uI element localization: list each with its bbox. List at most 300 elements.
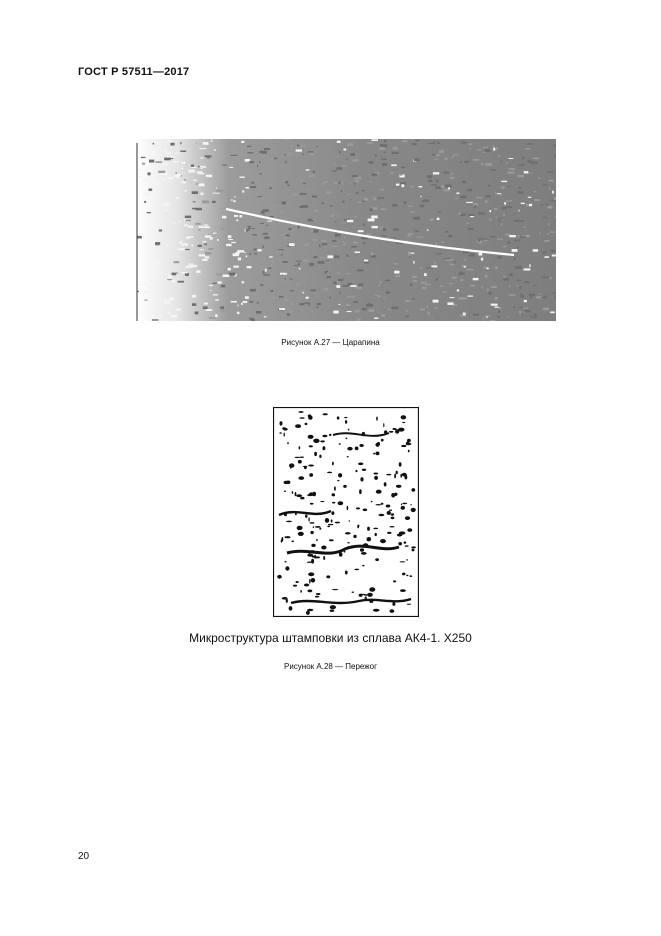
- texture-speck: [249, 318, 253, 320]
- texture-speck: [445, 184, 451, 187]
- texture-speck: [198, 245, 202, 247]
- texture-speck: [379, 147, 385, 150]
- texture-speck: [168, 275, 172, 278]
- texture-speck: [419, 186, 423, 187]
- texture-speck: [354, 182, 355, 185]
- texture-speck: [159, 230, 162, 232]
- texture-speck: [445, 231, 448, 233]
- texture-speck: [458, 213, 461, 215]
- micro-spot: [296, 581, 299, 583]
- texture-speck: [413, 217, 420, 220]
- texture-speck: [290, 290, 294, 291]
- texture-speck: [351, 246, 357, 248]
- texture-speck: [519, 311, 521, 314]
- texture-speck: [295, 320, 300, 321]
- texture-speck: [264, 237, 269, 240]
- micro-spot: [331, 519, 333, 522]
- texture-speck: [205, 155, 212, 157]
- texture-speck: [280, 273, 287, 275]
- texture-speck: [318, 261, 325, 264]
- texture-speck: [546, 204, 548, 206]
- texture-speck: [265, 278, 268, 280]
- texture-speck: [494, 307, 498, 308]
- texture-speck: [292, 193, 299, 195]
- micro-spot: [308, 517, 309, 521]
- texture-speck: [485, 195, 491, 197]
- micro-spot: [308, 435, 314, 439]
- texture-speck: [243, 301, 247, 303]
- texture-speck: [533, 157, 539, 159]
- texture-speck: [486, 268, 489, 270]
- texture-speck: [450, 297, 455, 298]
- texture-speck: [213, 294, 218, 295]
- texture-speck: [383, 297, 385, 298]
- micro-spot: [355, 447, 359, 451]
- texture-speck: [520, 295, 524, 298]
- texture-speck: [527, 143, 534, 144]
- texture-speck: [487, 288, 489, 291]
- texture-speck: [542, 217, 547, 218]
- texture-speck: [328, 255, 334, 258]
- texture-speck: [213, 283, 217, 284]
- micro-spot: [321, 546, 326, 550]
- texture-speck: [352, 159, 359, 161]
- texture-speck: [539, 233, 540, 235]
- texture-speck: [314, 210, 318, 212]
- texture-speck: [452, 277, 457, 279]
- texture-speck: [167, 158, 173, 159]
- texture-speck: [137, 313, 140, 314]
- micro-spot: [402, 422, 405, 423]
- texture-speck: [459, 273, 465, 276]
- texture-speck: [221, 285, 225, 288]
- texture-speck: [282, 275, 283, 276]
- texture-speck: [453, 154, 459, 155]
- texture-speck: [347, 296, 353, 298]
- texture-speck: [547, 171, 553, 173]
- texture-speck: [241, 303, 243, 305]
- texture-speck: [266, 315, 269, 317]
- texture-speck: [199, 226, 204, 228]
- texture-speck: [549, 180, 554, 182]
- texture-speck: [158, 171, 165, 173]
- texture-speck: [332, 240, 336, 242]
- texture-speck: [287, 311, 294, 313]
- texture-speck: [149, 180, 156, 181]
- micro-spot: [391, 513, 394, 516]
- texture-speck: [256, 311, 261, 314]
- texture-speck: [333, 282, 336, 285]
- texture-speck: [250, 301, 254, 303]
- texture-speck: [322, 203, 324, 205]
- texture-speck: [264, 144, 269, 146]
- texture-speck: [259, 173, 262, 174]
- texture-speck: [184, 224, 188, 226]
- micro-spot: [383, 423, 384, 427]
- texture-speck: [554, 197, 556, 200]
- texture-speck: [500, 218, 503, 219]
- texture-speck: [246, 255, 248, 257]
- texture-speck: [238, 258, 241, 261]
- texture-speck: [308, 209, 310, 210]
- texture-speck: [453, 156, 455, 158]
- texture-speck: [185, 216, 191, 218]
- texture-speck: [494, 208, 497, 210]
- micro-spot: [286, 599, 288, 603]
- micro-spot: [369, 587, 375, 592]
- texture-speck: [171, 315, 177, 318]
- texture-speck: [250, 186, 256, 188]
- texture-speck: [198, 166, 199, 168]
- texture-speck: [213, 193, 220, 194]
- texture-speck: [435, 242, 437, 245]
- micro-spot: [392, 602, 395, 606]
- texture-speck: [469, 144, 473, 146]
- texture-speck: [172, 273, 177, 276]
- texture-speck: [460, 214, 466, 216]
- texture-speck: [335, 156, 339, 157]
- texture-speck: [543, 184, 548, 185]
- texture-speck: [300, 193, 307, 195]
- texture-speck: [502, 246, 506, 247]
- micro-spot: [298, 460, 302, 464]
- micro-spot: [281, 539, 283, 542]
- micro-spot: [322, 446, 325, 450]
- texture-speck: [514, 258, 516, 260]
- texture-speck: [362, 190, 365, 192]
- texture-speck: [508, 172, 515, 174]
- texture-speck: [289, 228, 292, 231]
- texture-speck: [350, 285, 356, 287]
- texture-speck: [489, 219, 491, 221]
- texture-speck: [465, 298, 468, 300]
- micro-spot: [352, 592, 355, 593]
- texture-speck: [468, 228, 474, 230]
- micro-spot: [297, 526, 303, 530]
- micro-spot: [360, 548, 364, 552]
- texture-speck: [278, 249, 284, 250]
- micro-spot: [402, 573, 406, 576]
- micro-spot: [394, 493, 397, 496]
- texture-speck: [273, 297, 276, 300]
- texture-speck: [338, 279, 342, 281]
- micro-spot: [308, 590, 313, 593]
- texture-speck: [292, 247, 294, 249]
- texture-speck: [380, 281, 382, 283]
- texture-speck: [469, 254, 475, 257]
- texture-speck: [499, 307, 501, 309]
- texture-speck: [427, 175, 432, 178]
- texture-speck: [354, 216, 356, 217]
- micro-spot: [353, 535, 356, 538]
- texture-speck: [204, 244, 206, 246]
- texture-speck: [284, 263, 286, 266]
- texture-speck: [369, 161, 374, 163]
- texture-speck: [173, 175, 180, 176]
- texture-speck: [261, 256, 266, 258]
- micro-spot: [314, 555, 316, 559]
- texture-speck: [202, 200, 209, 203]
- micro-spot: [339, 443, 341, 444]
- texture-speck: [274, 158, 278, 160]
- texture-speck: [488, 185, 491, 187]
- texture-speck: [382, 314, 386, 317]
- texture-speck: [379, 189, 384, 191]
- texture-speck: [181, 243, 188, 245]
- texture-speck: [481, 163, 484, 165]
- texture-speck: [152, 174, 158, 175]
- texture-speck: [517, 191, 524, 193]
- texture-speck: [232, 215, 234, 218]
- texture-speck: [415, 140, 419, 142]
- texture-speck: [441, 185, 444, 188]
- texture-speck: [257, 165, 258, 167]
- texture-speck: [477, 149, 482, 150]
- micro-spot: [390, 609, 395, 613]
- texture-speck: [179, 241, 182, 243]
- texture-speck: [185, 273, 189, 276]
- texture-speck: [364, 260, 368, 262]
- texture-speck: [442, 241, 445, 242]
- texture-speck: [350, 199, 351, 200]
- texture-speck: [271, 190, 275, 191]
- texture-speck: [548, 223, 549, 226]
- texture-speck: [550, 312, 555, 314]
- texture-speck: [519, 210, 520, 212]
- micro-spot: [300, 497, 304, 500]
- texture-speck: [464, 252, 469, 254]
- micro-spot: [316, 593, 321, 595]
- texture-speck: [179, 221, 180, 223]
- texture-speck: [482, 238, 488, 239]
- texture-speck: [202, 241, 206, 242]
- texture-speck: [488, 292, 492, 295]
- micro-spot: [300, 417, 305, 419]
- texture-speck: [503, 180, 506, 181]
- texture-speck: [383, 228, 386, 231]
- texture-speck: [156, 161, 163, 163]
- texture-speck: [237, 250, 244, 252]
- texture-speck: [323, 183, 326, 184]
- micro-spot: [327, 526, 330, 528]
- texture-speck: [169, 312, 170, 315]
- texture-speck: [336, 285, 340, 288]
- texture-speck: [529, 294, 535, 297]
- texture-speck: [461, 265, 467, 266]
- texture-speck: [300, 145, 305, 146]
- texture-speck: [450, 177, 454, 179]
- texture-speck: [198, 183, 204, 186]
- texture-speck: [435, 186, 441, 189]
- texture-speck: [240, 177, 245, 178]
- texture-speck: [169, 297, 174, 299]
- micro-spot: [379, 514, 385, 517]
- texture-speck: [147, 286, 152, 289]
- micro-spot: [407, 528, 412, 532]
- micro-spot: [308, 572, 314, 576]
- texture-speck: [533, 316, 537, 318]
- micro-spot: [296, 494, 302, 497]
- texture-speck: [303, 282, 306, 283]
- texture-speck: [497, 193, 501, 194]
- micro-spot: [374, 473, 379, 475]
- texture-speck: [178, 281, 185, 283]
- texture-speck: [432, 154, 435, 156]
- texture-speck: [525, 281, 529, 283]
- texture-speck: [316, 307, 318, 308]
- texture-speck: [138, 252, 140, 253]
- texture-speck: [482, 256, 483, 258]
- texture-speck: [185, 190, 187, 191]
- texture-speck: [350, 319, 351, 321]
- texture-speck: [519, 286, 521, 289]
- texture-speck: [172, 280, 176, 282]
- texture-speck: [148, 250, 150, 252]
- texture-speck: [294, 265, 298, 266]
- texture-speck: [369, 309, 374, 312]
- texture-speck: [431, 184, 437, 185]
- texture-speck: [421, 267, 423, 270]
- texture-speck: [195, 312, 199, 315]
- texture-speck: [460, 279, 463, 281]
- texture-speck: [308, 151, 314, 152]
- texture-speck: [260, 176, 261, 178]
- texture-speck: [319, 245, 321, 248]
- figure-scratch-photo: [136, 139, 556, 321]
- texture-speck: [300, 206, 303, 208]
- texture-speck: [504, 202, 506, 204]
- texture-speck: [137, 236, 142, 239]
- texture-speck: [464, 161, 469, 163]
- texture-speck: [155, 262, 161, 265]
- texture-speck: [442, 292, 447, 293]
- texture-speck: [149, 189, 153, 191]
- micro-spot: [298, 411, 303, 413]
- texture-speck: [239, 215, 242, 217]
- texture-speck: [552, 292, 556, 293]
- texture-speck: [205, 252, 211, 255]
- texture-speck: [527, 160, 532, 162]
- micro-spot: [408, 450, 410, 453]
- texture-speck: [285, 278, 286, 280]
- texture-speck: [517, 285, 518, 287]
- texture-speck: [337, 215, 338, 218]
- texture-speck: [533, 249, 538, 252]
- texture-speck: [203, 307, 208, 310]
- micro-spot: [349, 447, 351, 449]
- texture-speck: [303, 183, 307, 184]
- texture-speck: [343, 278, 344, 281]
- texture-speck: [550, 250, 555, 253]
- texture-speck: [502, 207, 507, 210]
- micro-spot: [326, 575, 330, 578]
- texture-speck: [152, 176, 156, 179]
- texture-speck: [323, 181, 327, 183]
- texture-speck: [461, 142, 466, 144]
- texture-speck: [381, 235, 387, 236]
- texture-speck: [137, 169, 143, 171]
- texture-speck: [433, 300, 439, 303]
- texture-speck: [260, 198, 264, 199]
- texture-speck: [259, 162, 261, 163]
- texture-speck: [260, 223, 264, 224]
- texture-speck: [520, 236, 525, 238]
- micro-spot: [345, 532, 351, 534]
- texture-speck: [263, 233, 268, 235]
- texture-speck: [276, 251, 282, 254]
- texture-speck: [198, 229, 201, 230]
- texture-speck: [509, 235, 516, 237]
- micro-spot: [320, 440, 325, 442]
- texture-speck: [451, 173, 452, 175]
- micro-spot: [401, 504, 402, 506]
- texture-speck: [503, 214, 505, 217]
- texture-speck: [422, 200, 424, 202]
- texture-speck: [209, 248, 214, 250]
- texture-speck: [405, 316, 409, 318]
- texture-speck: [498, 310, 500, 313]
- micro-spot: [347, 506, 349, 510]
- texture-speck: [485, 315, 491, 316]
- texture-speck: [369, 181, 372, 182]
- texture-speck: [344, 243, 346, 246]
- texture-speck: [226, 244, 232, 246]
- texture-speck: [444, 172, 450, 174]
- micro-spot: [384, 482, 387, 486]
- texture-speck: [350, 153, 355, 156]
- texture-speck: [347, 254, 349, 257]
- texture-speck: [550, 277, 552, 279]
- micro-spot: [331, 511, 334, 515]
- micro-spot: [411, 546, 416, 548]
- texture-speck: [341, 223, 346, 224]
- texture-speck: [464, 259, 466, 261]
- texture-speck: [180, 142, 182, 145]
- texture-speck: [334, 162, 335, 165]
- texture-speck: [186, 237, 190, 240]
- texture-speck: [364, 262, 368, 264]
- texture-speck: [347, 143, 353, 146]
- texture-speck: [216, 190, 223, 193]
- texture-speck: [390, 172, 394, 174]
- micro-spot: [300, 457, 304, 458]
- texture-speck: [434, 308, 438, 309]
- texture-speck: [491, 286, 497, 288]
- micro-spot: [371, 501, 373, 502]
- texture-speck: [357, 269, 363, 271]
- texture-speck: [305, 302, 311, 303]
- texture-speck: [490, 210, 492, 212]
- texture-speck: [409, 256, 410, 257]
- texture-speck: [322, 243, 327, 245]
- texture-speck: [555, 296, 556, 299]
- texture-speck: [160, 315, 162, 317]
- micro-spot: [357, 525, 359, 528]
- texture-speck: [207, 157, 210, 158]
- micro-spot: [405, 545, 409, 547]
- texture-speck: [386, 291, 389, 294]
- texture-speck: [174, 223, 176, 224]
- texture-speck: [264, 316, 267, 317]
- texture-speck: [269, 256, 273, 257]
- texture-speck: [344, 149, 347, 151]
- texture-speck: [161, 178, 167, 180]
- micro-spot: [303, 466, 307, 467]
- texture-speck: [205, 235, 211, 238]
- texture-speck: [545, 240, 550, 242]
- texture-speck: [508, 168, 515, 170]
- texture-speck: [216, 188, 217, 189]
